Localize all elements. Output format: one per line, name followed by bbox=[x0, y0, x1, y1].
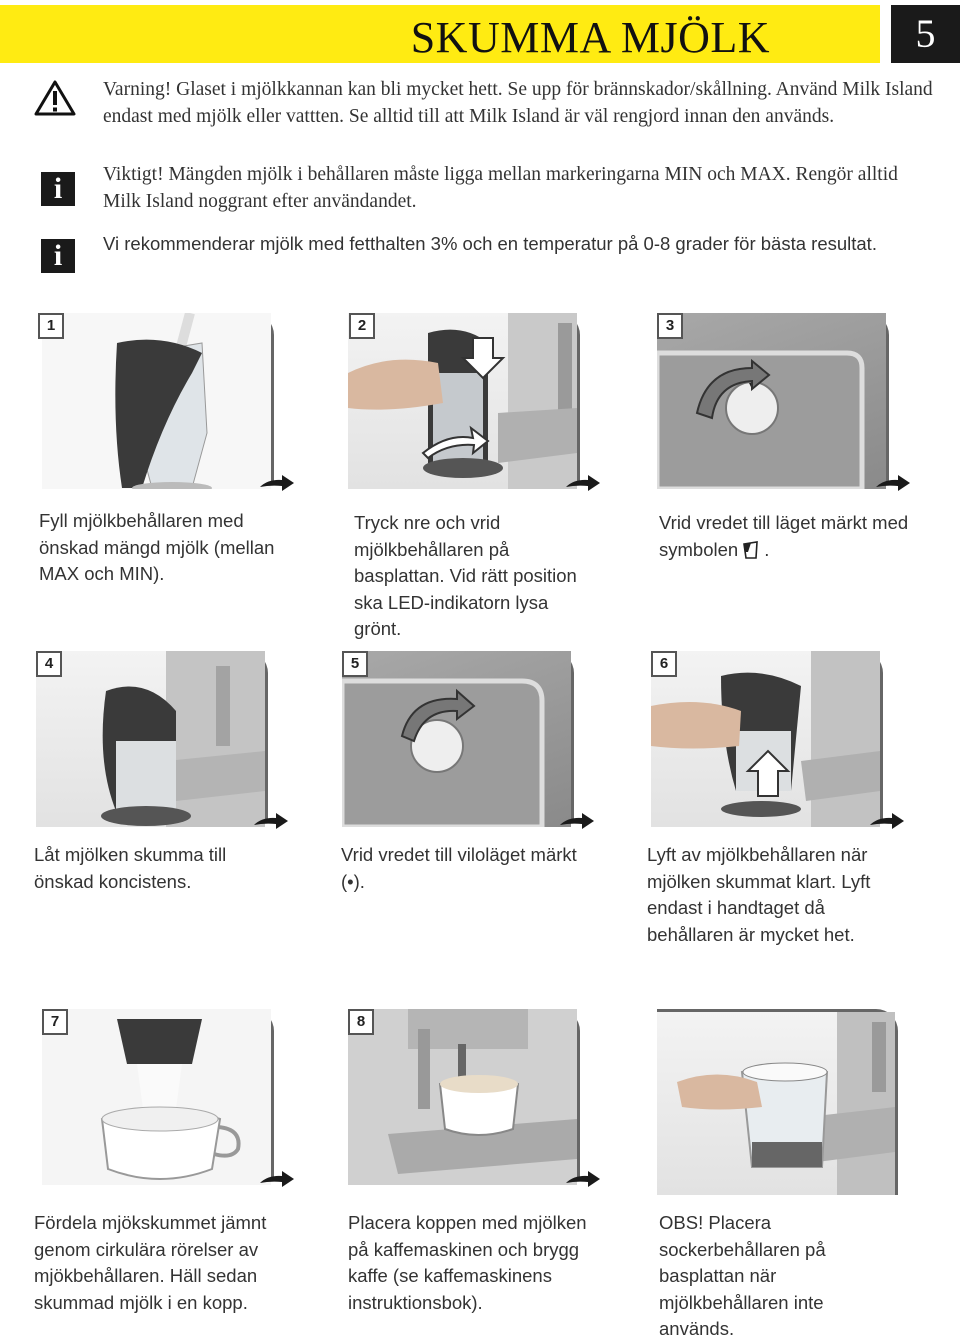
step-7-image bbox=[42, 1009, 271, 1185]
step-1-text: Fyll mjölkbehållaren med önskad mängd mjölk (mellan MAX och MIN). bbox=[39, 510, 275, 584]
step-4-image bbox=[36, 651, 265, 827]
page-title: SKUMMA MJÖLK bbox=[410, 13, 770, 62]
arrow-right-icon bbox=[252, 811, 290, 831]
important-note: Viktigt! Mängden mjölk i behållaren måste ligga mellan markeringarna MIN och MAX. Rengör alltid Milk Island noggrant efter användandet. bbox=[103, 164, 898, 212]
page-number: 5 bbox=[891, 5, 960, 63]
step-4-text: Låt mjölken skumma till önskad koncistens. bbox=[34, 844, 227, 892]
arrow-right-icon bbox=[258, 473, 296, 493]
step-8-image bbox=[348, 1009, 577, 1185]
step-1-image bbox=[42, 313, 271, 489]
note-image bbox=[657, 1012, 895, 1195]
arrow-right-icon bbox=[558, 811, 596, 831]
step-3-text bbox=[659, 510, 909, 563]
step-6-text: Lyft av mjölkbehållaren när mjölken skummat klart. Lyft endast i handtaget då behållaren är mycket het. bbox=[647, 844, 871, 945]
step-4-number: 4 bbox=[36, 651, 62, 677]
step-1-number: 1 bbox=[38, 313, 64, 339]
step-8-text: Placera koppen med mjölken på kaffemaskinen och brygg kaffe (se kaffemaskinens instruktionsbok). bbox=[348, 1212, 587, 1313]
step-3-text-main: Vrid vredet till läget märkt med symbolen bbox=[659, 512, 909, 560]
step-3-text-end: . bbox=[764, 538, 770, 560]
milk-jug-symbol-icon bbox=[742, 540, 760, 560]
step-3-image bbox=[657, 313, 886, 489]
step-7-number: 7 bbox=[42, 1009, 68, 1035]
step-3-number: 3 bbox=[657, 313, 683, 339]
info-icon: i bbox=[41, 239, 75, 273]
arrow-right-icon bbox=[564, 473, 602, 493]
step-5-number: 5 bbox=[342, 651, 368, 677]
warning-triangle-icon bbox=[34, 80, 76, 116]
step-5-image bbox=[342, 651, 571, 827]
arrow-right-icon bbox=[868, 811, 906, 831]
recommendation-note: Vi rekommenderar mjölk med fetthalten 3% och en temperatur på 0-8 grader för bästa resultat. bbox=[103, 233, 877, 254]
header-bar bbox=[0, 5, 880, 63]
step-8-number: 8 bbox=[348, 1009, 374, 1035]
note-text: OBS! Placera sockerbehållaren på basplattan när mjölkbehållaren inte används. bbox=[659, 1212, 826, 1339]
info-icon: i bbox=[41, 172, 75, 206]
step-2-image bbox=[348, 313, 577, 489]
arrow-right-icon bbox=[564, 1169, 602, 1189]
warning-note: Varning! Glaset i mjölkkannan kan bli mycket hett. Se upp för brännskador/skållning. Använd Milk Island endast med mjölk eller vattten. Se alltid till att Milk Island är väl rengjord innan den används. bbox=[103, 79, 933, 127]
arrow-right-icon bbox=[258, 1169, 296, 1189]
arrow-right-icon bbox=[874, 473, 912, 493]
step-7-text: Fördela mjökskummet jämnt genom cirkulära rörelser av mjökbehållaren. Häll sedan skummad mjölk i en kopp. bbox=[34, 1212, 267, 1313]
step-6-number: 6 bbox=[651, 651, 677, 677]
step-5-text: Vrid vredet till viloläget märkt (•). bbox=[341, 844, 577, 892]
step-6-image bbox=[651, 651, 880, 827]
step-2-number: 2 bbox=[349, 313, 375, 339]
step-2-text: Tryck nre och vrid mjölkbehållaren på basplattan. Vid rätt position ska LED-indikatorn lysa grönt. bbox=[354, 512, 577, 639]
